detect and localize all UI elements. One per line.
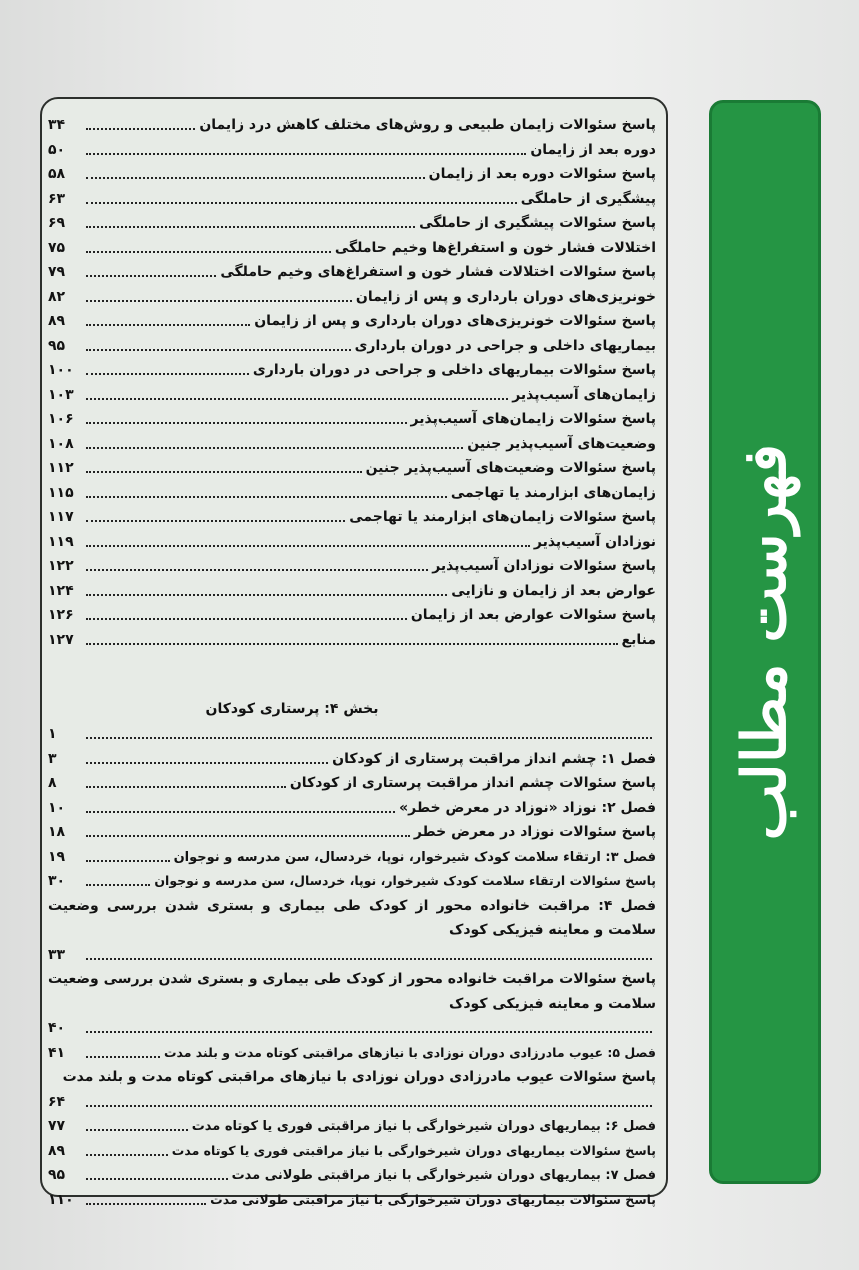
toc-entry[interactable]: عوارض بعد از زایمان و نازایی ۱۲۴ (48, 579, 656, 604)
page-number: ۶۴ (48, 1093, 66, 1110)
toc-entry[interactable]: زایمان‌های ابزارمند یا تهاجمی ۱۱۵ (48, 481, 656, 506)
toc-entry[interactable]: پاسخ سئوالات نوزادان آسیب‌پذیر ۱۲۲ (48, 554, 656, 579)
page-number: ۱۹ (48, 848, 66, 865)
toc-entry[interactable]: خونریزی‌های دوران بارداری و پس از زایمان ۸۲ (48, 285, 656, 310)
toc-sidebar (709, 100, 821, 1184)
page-number: ۱۲۶ (48, 607, 74, 623)
toc-entry[interactable]: پیشگیری از حاملگی ۶۳ (48, 187, 656, 212)
toc-entry[interactable]: پاسخ سئوالات چشم انداز مراقبت پرستاری از کودکان ۸ (48, 771, 656, 796)
page-number: ۱۸ (48, 824, 66, 840)
section-gap (48, 652, 656, 696)
page-number: ۱۲۲ (48, 558, 74, 574)
page-number: ۸۹ (48, 313, 66, 329)
page-number: ۱۱۰ (48, 1191, 74, 1208)
toc-entry[interactable] (48, 722, 656, 747)
page-number: ۹۵ (48, 1167, 66, 1183)
toc-entry[interactable]: فصل ۷: بیماریهای دوران شیرخوارگی با نیاز مراقبتی طولانی مدت ۹۵ (48, 1163, 656, 1188)
toc-list (48, 113, 656, 1212)
toc-entry[interactable]: پاسخ سئوالات زایمان طبیعی و روش‌های مختلف کاهش درد زایمان ۳۴ (48, 113, 656, 138)
page-number: ۸۲ (48, 288, 66, 305)
toc-entry[interactable]: فصل ۳: ارتقاء سلامت کودک شیرخوار، نوپا، خردسال، سن مدرسه و نوجوان ۱۹ (48, 845, 656, 870)
page-number: ۱۲۴ (48, 582, 74, 599)
toc-entry[interactable]: بیماریهای داخلی و جراحی در دوران بارداری ۹۵ (48, 334, 656, 359)
page-number: ۱۰ (48, 799, 66, 816)
toc-entry[interactable]: فصل ۶: بیماریهای دوران شیرخوارگی با نیاز مراقبتی فوری یا کوتاه مدت ۷۷ (48, 1114, 656, 1139)
page-number: ۴۰ (48, 1020, 66, 1036)
toc-entry[interactable]: پاسخ سئوالات نوزاد در معرض خطر ۱۸ (48, 820, 656, 845)
toc-entry[interactable]: پاسخ سئوالات پیشگیری از حاملگی ۶۹ (48, 211, 656, 236)
page-number: ۱۰۳ (48, 386, 74, 403)
toc-entry-wrapped[interactable]: فصل ۴: مراقبت خانواده محور از کودک طی بیماری و بستری شدن بررسی وضعیت سلامت و معاینه فیزیکی کودک ۳۳ (48, 894, 656, 968)
page-number: ۵۸ (48, 166, 66, 182)
toc-entry[interactable]: منابع ۱۲۷ (48, 628, 656, 653)
toc-entry[interactable]: پاسخ سئوالات خونریزی‌های دوران بارداری و پس از زایمان ۸۹ (48, 309, 656, 334)
page-number: ۴۱ (48, 1044, 66, 1061)
toc-entry[interactable]: پاسخ سئوالات اختلالات فشار خون و استفراغ‌های وخیم حاملگی ۷۹ (48, 260, 656, 285)
toc-entry[interactable]: فصل ۲: نوزاد «نوزاد در معرض خطر» ۱۰ (48, 796, 656, 821)
page-number: ۸۹ (48, 1142, 66, 1159)
toc-entry[interactable]: زایمان‌های آسیب‌پذیر ۱۰۳ (48, 383, 656, 408)
page-number: ۳۴ (48, 117, 66, 133)
page-number: ۹۵ (48, 337, 66, 354)
toc-entry[interactable]: اختلالات فشار خون و استفراغ‌ها وخیم حاملگی ۷۵ (48, 236, 656, 261)
page-number: ۷۷ (48, 1118, 66, 1134)
page-number: ۳ (48, 750, 57, 767)
page-number: ۷۹ (48, 264, 66, 280)
toc-entry[interactable]: پاسخ سئوالات زایمان‌های ابزارمند یا تهاجمی ۱۱۷ (48, 505, 656, 530)
toc-entry-wrapped[interactable]: پاسخ سئوالات مراقبت خانواده محور از کودک طی بیماری و بستری شدن بررسی وضعیت سلامت و معاینه فیزیکی کودک ۴۰ (48, 967, 656, 1041)
page-number: ۱۰۰ (48, 362, 74, 378)
toc-entry[interactable]: پاسخ سئوالات زایمان‌های آسیب‌پذیر ۱۰۶ (48, 407, 656, 432)
page-number: ۱۰۸ (48, 435, 74, 452)
page-number: ۶۹ (48, 215, 66, 231)
toc-entry[interactable]: نوزادان آسیب‌پذیر ۱۱۹ (48, 530, 656, 555)
toc-entry[interactable]: پاسخ سئوالات دوره بعد از زایمان ۵۸ (48, 162, 656, 187)
page-number: ۶۳ (48, 190, 66, 207)
toc-entry[interactable]: پاسخ سئوالات بیماریهای دوران شیرخوارگی با نیاز مراقبتی طولانی مدت ۱۱۰ (48, 1188, 656, 1213)
toc-entry[interactable]: فصل ۱: چشم انداز مراقبت پرستاری از کودکان ۳ (48, 747, 656, 772)
page-number: ۷۵ (48, 239, 66, 256)
toc-entry[interactable]: دوره بعد از زایمان ۵۰ (48, 138, 656, 163)
page-number: ۱ (48, 726, 57, 742)
toc-sidebar-title: فهرست مطالب (730, 443, 800, 841)
page-number: ۵۰ (48, 141, 66, 158)
toc-entry[interactable]: پاسخ سئوالات بیماریهای دوران شیرخوارگی با نیاز مراقبتی فوری یا کوتاه مدت ۸۹ (48, 1139, 656, 1164)
toc-entry[interactable]: پاسخ سئوالات ارتقاء سلامت کودک شیرخوار، نوپا، خردسال، سن مدرسه و نوجوان ۳۰ (48, 869, 656, 894)
page-number: ۸ (48, 775, 57, 791)
toc-sidebar-title-wrap (712, 103, 818, 1181)
section-heading: بخش ۴: پرستاری کودکان (205, 701, 379, 717)
page-number: ۱۱۵ (48, 484, 74, 501)
toc-entry[interactable]: پاسخ سئوالات عوارض بعد از زایمان ۱۲۶ (48, 603, 656, 628)
page-number: ۳۳ (48, 946, 66, 963)
toc-entry[interactable]: وضعیت‌های آسیب‌پذیر جنین ۱۰۸ (48, 432, 656, 457)
page-number: ۱۱۹ (48, 533, 74, 550)
toc-entry[interactable]: پاسخ سئوالات بیماریهای داخلی و جراحی در دوران بارداری ۱۰۰ (48, 358, 656, 383)
page-number: ۱۱۷ (48, 509, 74, 525)
page-number: ۱۲۷ (48, 631, 74, 648)
toc-entry-wrapped[interactable]: پاسخ سئوالات عیوب مادرزادی دوران نوزادی با نیازهای مراقبتی کوتاه مدت و بلند مدت ۶۴ (48, 1065, 656, 1114)
page-number: ۱۰۶ (48, 411, 74, 427)
toc-entry[interactable]: فصل ۵: عیوب مادرزادی دوران نوزادی با نیازهای مراقبتی کوتاه مدت و بلند مدت ۴۱ (48, 1041, 656, 1066)
page-number: ۳۰ (48, 873, 66, 889)
toc-entry[interactable]: پاسخ سئوالات وضعیت‌های آسیب‌پذیر جنین ۱۱۲ (48, 456, 656, 481)
page-number: ۱۱۲ (48, 460, 74, 476)
